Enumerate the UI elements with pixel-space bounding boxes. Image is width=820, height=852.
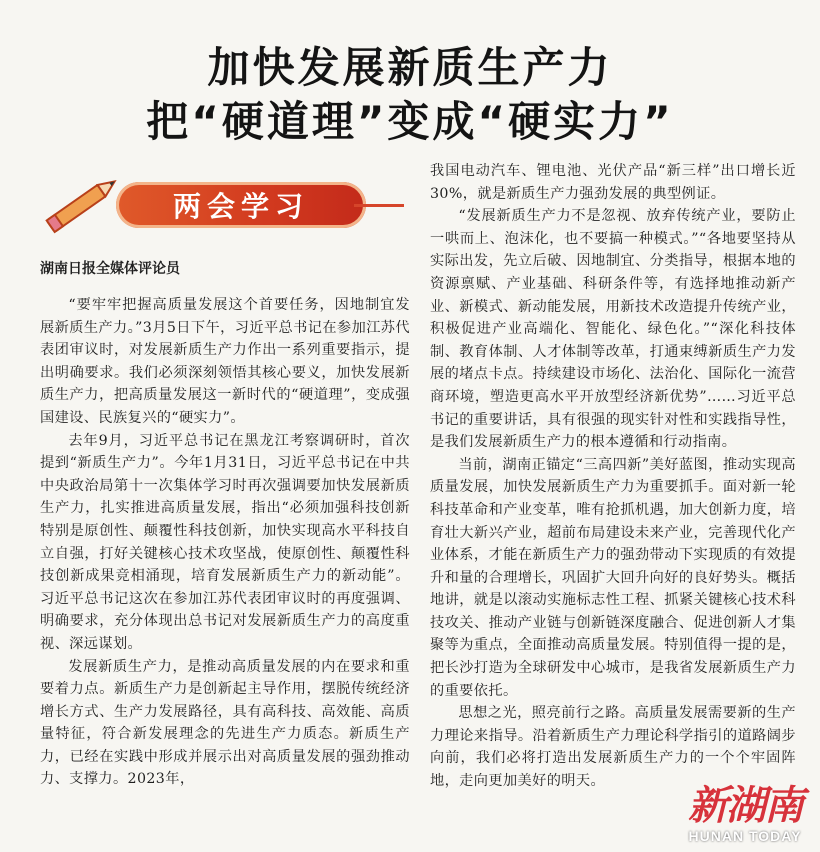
paragraph: 当前，湖南正锚定“三高四新”美好蓝图，推动实现高质量发展，加快发展新质生产力为重要抓手。面对新一轮科技革命和产业变革，唯有抢抓机遇，加大创新力度，培育壮大新兴产业，超前布局建设未来产业，完善现代化产业体系，才能在新质生产力的强劲带动下实现质的有效提升和量的合理增长，巩固扩大回升向好的良好势头。概括地讲，就是以滚动实施标志性工程、抓紧关键核心技术科技攻关、推动产业链与创新链深度融合、促进创新人才集聚等为重点，全面推动高质量发展。特别值得一提的是，把长沙打造为全球研发中心城市，是我省发展新质生产力的重要依托。 [430,456,796,699]
section-banner [36,172,406,238]
byline: 湖南日报全媒体评论员 [40,261,180,277]
banner-divider [354,204,404,207]
paragraph: 去年9月，习近平总书记在黑龙江考察调研时，首次提到“新质生产力”。今年1月31日，习近平总书记在中共中央政治局第十一次集体学习时再次强调要加快发展新质生产力，扎实推进高质量发展，指出“必须加强科技创新特别是原创性、颠覆性科技创新，加快实现高水平科技自立自强，打好关键核心技术攻坚战，使原创性、颠覆性科技创新成果竞相涌现，培育发展新质生产力的新动能”。习近平总书记这次在参加江苏代表团审议时的再度强调、明确要求，充分体现出总书记对发展新质生产力的高度重视、深远谋划。 [40,432,410,652]
article-column-left [40,294,410,791]
watermark-english: HUNAN TODAY [688,828,802,844]
paragraph-continued: 我国电动汽车、锂电池、光伏产品“新三样”出口增长近30%，就是新质生产力强劲发展的典型例证。 [430,163,796,202]
banner-pill [116,182,366,228]
paragraph: 发展新质生产力，是推动高质量发展的内在要求和重要着力点。新质生产力是创新起主导作用，摆脱传统经济增长方式、生产力发展路径，具有高科技、高效能、高质量特征，符合新发展理念的先进生产力质态。新质生产力，已经在实践中形成并展示出对高质量发展的强劲推动力、支撑力。2023年， [40,658,410,788]
paragraph: “发展新质生产力不是忽视、放弃传统产业，要防止一哄而上、泡沫化，也不要搞一种模式。”“各地要坚持从实际出发，先立后破、因地制宜、分类指导，根据本地的资源禀赋、产业基础、科研条件等，有选择地推动新产业、新模式、新动能发展，用新技术改造提升传统产业，积极促进产业高端化、智能化、绿色化。”“深化科技体制、教育体制、人才体制等改革，打通束缚新质生产力发展的堵点卡点。持续建设市场化、法治化、国际化一流营商环境，塑造更高水平开放型经济新优势”……习近平总书记的重要讲话，具有很强的现实针对性和实践指导性，是我们发展新质生产力的根本遵循和行动指南。 [430,208,796,451]
paragraph: 思想之光，照亮前行之路。高质量发展需要新的生产力理论来指导。沿着新质生产力理论科学指引的道路阔步向前，我们必将打造出发展新质生产力的一个个牢固阵地，走向更加美好的明天。 [430,705,796,790]
watermark-chinese: 新湖南 [688,783,802,829]
paragraph: “要牢牢把握高质量发展这个首要任务，因地制宜发展新质生产力。”3月5日下午，习近平总书记在参加江苏代表团审议时，对发展新质生产力作出一系列重要指示，提出明确要求。我们必须深刻领悟其核心要义，加快发展新质生产力，把高质量发展这一新时代的“硬道理”，变成强国建设、民族复兴的“硬实力”。 [40,297,410,426]
watermark-logo [688,784,802,844]
headline-line-2: 把“硬道理”变成“硬实力” [146,97,674,146]
headline-line-1: 加快发展新质生产力 [207,43,613,92]
banner-label: 两会学习 [172,190,309,223]
pencil-icon [36,172,126,238]
article-column-right [430,160,796,793]
